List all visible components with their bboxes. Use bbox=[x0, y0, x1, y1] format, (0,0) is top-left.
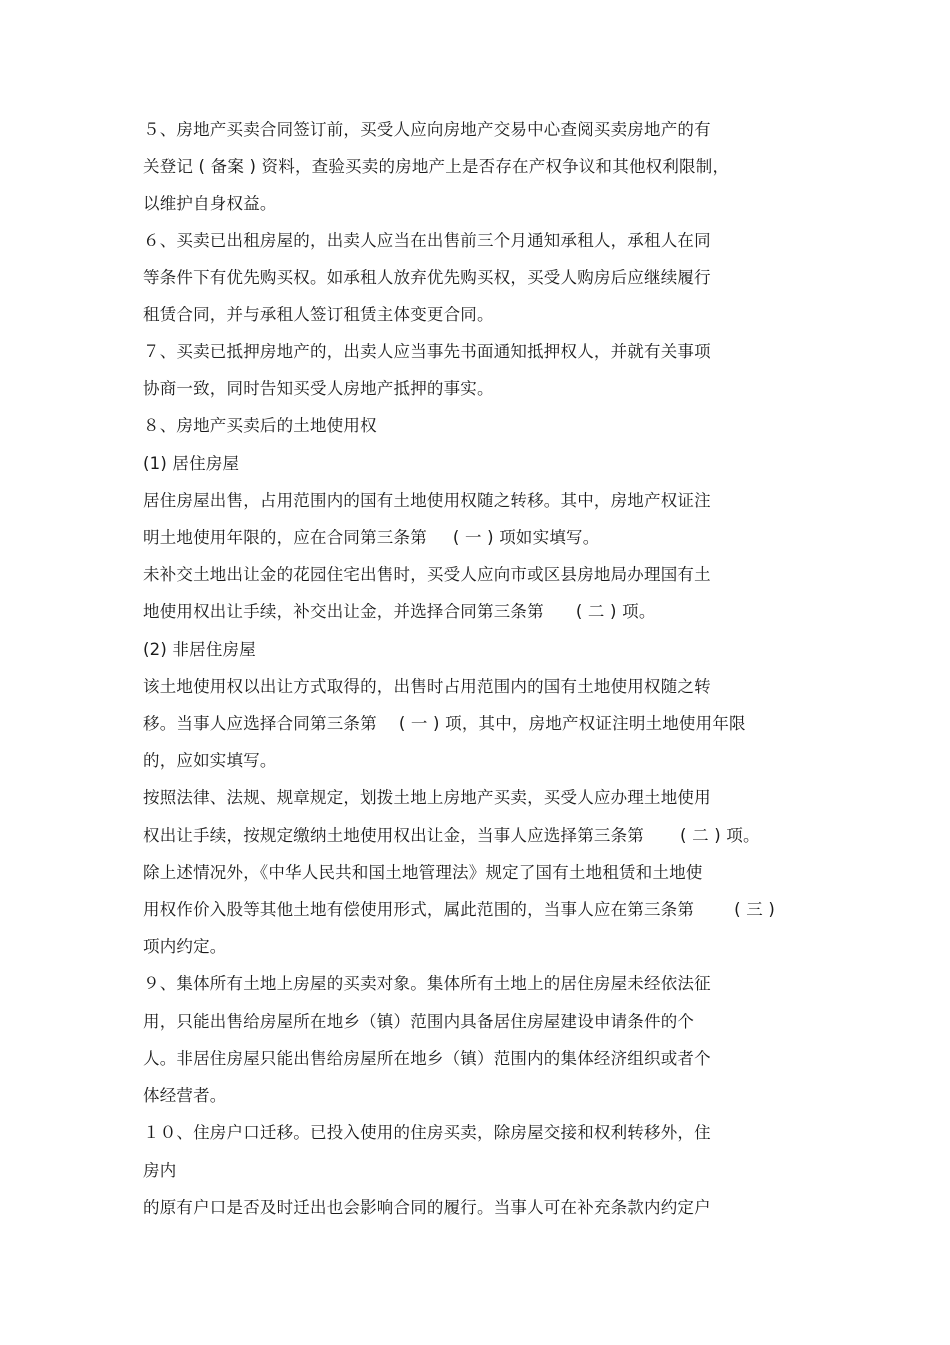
text-line: 人。非居住房屋只能出售给房屋所在地乡（镇）范围内的集体经济组织或者个 bbox=[143, 1049, 711, 1068]
text-line: ７、买卖已抵押房地产的，出卖人应当事先书面通知抵押权人，并就有关事项 bbox=[143, 342, 711, 361]
text-line: ９、集体所有土地上房屋的买卖对象。集体所有土地上的居住房屋未经依法征 bbox=[143, 974, 711, 993]
text-segment: 明土地使用年限的，应在合同第三条第 bbox=[143, 528, 427, 547]
text-segment: ( 二 ) 项。 bbox=[680, 826, 760, 845]
text-segment: ( 三 ) bbox=[734, 900, 775, 919]
text-line: 按照法律、法规、规章规定，划拨土地上房地产买卖，买受人应办理土地使用 bbox=[143, 788, 711, 807]
text-line bbox=[143, 899, 775, 921]
text-line: 除上述情况外，《中华人民共和国土地管理法》规定了国有土地租赁和土地使 bbox=[143, 863, 703, 882]
text-segment: 地使用权出让手续，补交出让金，并选择合同第三条第 bbox=[143, 602, 544, 621]
text-line: 居住房屋出售，占用范围内的国有土地使用权随之转移。其中，房地产权证注 bbox=[143, 491, 711, 510]
text-line: 租赁合同，并与承租人签订租赁主体变更合同。 bbox=[143, 305, 494, 324]
text-segment: ( 二 ) 项。 bbox=[575, 602, 656, 621]
text-line: 用，只能出售给房屋所在地乡（镇）范围内具备居住房屋建设申请条件的个 bbox=[143, 1012, 695, 1031]
text-line: １０、住房户口迁移。已投入使用的住房买卖，除房屋交接和权利转移外，住 bbox=[143, 1123, 711, 1142]
text-line: ８、房地产买卖后的土地使用权 bbox=[143, 416, 377, 435]
text-line bbox=[143, 601, 656, 623]
text-line bbox=[143, 825, 760, 847]
text-line: ６、买卖已出租房屋的，出卖人应当在出售前三个月通知承租人，承租人在同 bbox=[143, 231, 711, 250]
text-segment: ( 一 ) 项如实填写。 bbox=[452, 528, 600, 547]
text-line: 以维护自身权益。 bbox=[143, 194, 277, 213]
text-line: (1) 居住房屋 bbox=[143, 454, 240, 473]
text-segment: 移。当事人应选择合同第三条第 bbox=[143, 714, 377, 733]
text-segment: 权出让手续，按规定缴纳土地使用权出让金，当事人应选择第三条第 bbox=[143, 826, 644, 845]
text-line: (2) 非居住房屋 bbox=[143, 640, 256, 659]
text-line: 的原有户口是否及时迁出也会影响合同的履行。当事人可在补充条款内约定户 bbox=[143, 1198, 711, 1217]
text-line: 关登记 ( 备案 ) 资料，查验买卖的房地产上是否存在产权争议和其他权利限制， bbox=[143, 157, 730, 176]
text-line bbox=[143, 527, 599, 549]
text-line: 等条件下有优先购买权。如承租人放弃优先购买权，买受人购房后应继续履行 bbox=[143, 268, 711, 287]
text-line: 未补交土地出让金的花园住宅出售时，买受人应向市或区县房地局办理国有土 bbox=[143, 565, 711, 584]
text-line: 体经营者。 bbox=[143, 1086, 227, 1105]
text-segment: ( 一 ) 项，其中，房地产权证注明土地使用年限 bbox=[398, 714, 746, 733]
text-line: 的，应如实填写。 bbox=[143, 751, 277, 770]
text-line: ５、房地产买卖合同签订前，买受人应向房地产交易中心查阅买卖房地产的有 bbox=[143, 120, 711, 139]
text-line: 该土地使用权以出让方式取得的，出售时占用范围内的国有土地使用权随之转 bbox=[143, 677, 711, 696]
text-line: 房内 bbox=[143, 1161, 177, 1180]
text-segment: 用权作价入股等其他土地有偿使用形式，属此范围的，当事人应在第三条第 bbox=[143, 900, 695, 919]
text-line bbox=[143, 713, 746, 735]
text-line: 协商一致，同时告知买受人房地产抵押的事实。 bbox=[143, 379, 494, 398]
text-line: 项内约定。 bbox=[143, 937, 227, 956]
